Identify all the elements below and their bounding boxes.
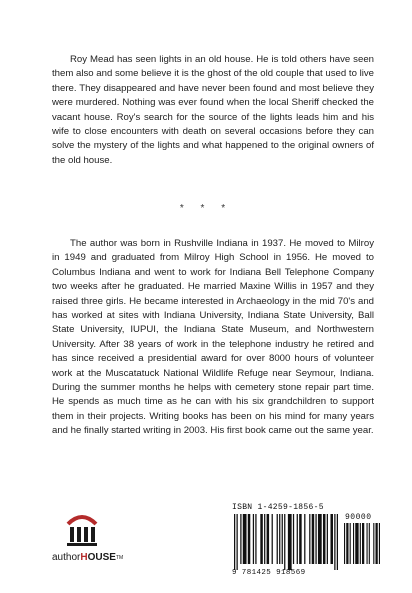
barcode-bar	[282, 514, 283, 564]
barcode-bar	[267, 514, 270, 564]
barcode-bar	[284, 514, 285, 570]
addon-barcode-bars	[344, 523, 382, 570]
barcode-bar	[334, 514, 335, 570]
barcode-bar	[362, 523, 364, 564]
barcode-bar	[297, 514, 298, 564]
barcode-bar	[279, 514, 280, 564]
barcode-bar	[337, 514, 338, 570]
barcode-bar	[350, 523, 351, 564]
barcode-bar	[234, 514, 235, 570]
barcode-bar	[260, 514, 263, 564]
barcode-bar	[323, 514, 326, 564]
publisher-wordmark	[52, 552, 142, 564]
barcode-bar	[379, 523, 380, 564]
barcode-bar	[312, 514, 315, 564]
barcode-bar	[243, 514, 247, 564]
barcode-bar	[367, 523, 368, 564]
wordmark-accent-letter: H	[80, 552, 88, 563]
author-bio-paragraph: The author was born in Rushville Indiana in 1937. He moved to Milroy in 1949 and graduated from Milroy High School in 1956. He moved to Columbus Indiana and went to work for Indiana Bell Telephone Company two weeks after he graduated. He married Maxine Willis in 1957 and they raised three girls. He became interested in Archaeology in the mid 70's and has worked at sites with Indiana University, Indiana State University, Ball State University, IUPUI, the Indiana State Museum, and Northwestern University. After 38 years of work in the telephone industry he retired and has since received a presidential award for over 8000 hours of volunteer work at the Muscatatuck National Wildlife Refuge near Seymour, Indiana. During the summer months he helps with cemetery stone repair part time. He spends as much time as he can with his six grandchildren to support them in their projects. Writing books has been on his mind for many years and he finally started writing in 2003. His first book came out the same year.	[52, 238, 374, 437]
wordmark-house: OUSE	[87, 552, 116, 563]
barcode-bar	[272, 514, 273, 564]
isbn-label: ISBN 1-4259-1856-5	[232, 503, 324, 512]
barcode-bar	[293, 514, 294, 564]
wordmark-author: author	[52, 552, 81, 563]
trademark-symbol: TM	[115, 555, 124, 561]
barcode-bar	[299, 514, 302, 564]
barcode-bar	[327, 514, 328, 564]
barcode-bar	[369, 523, 370, 564]
ean-digits: 9 781425 918569	[232, 569, 306, 577]
barcode-bar	[355, 523, 358, 564]
barcode-bar	[315, 514, 316, 564]
barcode-bar	[373, 523, 374, 564]
section-separator: * * *	[179, 203, 233, 214]
barcode-bar	[304, 514, 305, 564]
publisher-logo	[52, 510, 126, 572]
barcode-bar	[376, 523, 378, 564]
barcode-bar	[248, 514, 251, 564]
barcode-bar	[318, 514, 322, 564]
barcode-bar	[330, 514, 333, 564]
barcode-bar	[309, 514, 310, 564]
isbn-barcode	[232, 503, 384, 579]
barcode-bar	[264, 514, 265, 564]
barcode-bar	[237, 514, 238, 570]
barcode-bar	[255, 514, 256, 564]
barcode-bar	[346, 523, 348, 564]
blurb-paragraph: Roy Mead has seen lights in an old house. He is told others have seen them also and some believe it is the ghost of the old couple that used to live there. They disappeared and have never been found and most believe they were murdered. Nothing was ever found when the local Sheriff checked the vacant house. Roy's search for the source of the lights leads him and his wife to close encounters with death on several occasions before they can solve the mystery of the lights and what happened to the original owners of the old house.	[52, 54, 374, 166]
barcode-bar	[240, 514, 241, 564]
barcode-bar	[353, 523, 354, 564]
addon-number: 90000	[345, 513, 372, 522]
barcode-bar	[344, 523, 345, 564]
ean-barcode-bars	[234, 514, 340, 570]
barcode-bar	[360, 523, 361, 564]
house-logo-icon	[65, 510, 99, 548]
barcode-bar	[253, 514, 254, 564]
barcode-bar	[288, 514, 292, 570]
barcode-bar	[277, 514, 278, 564]
